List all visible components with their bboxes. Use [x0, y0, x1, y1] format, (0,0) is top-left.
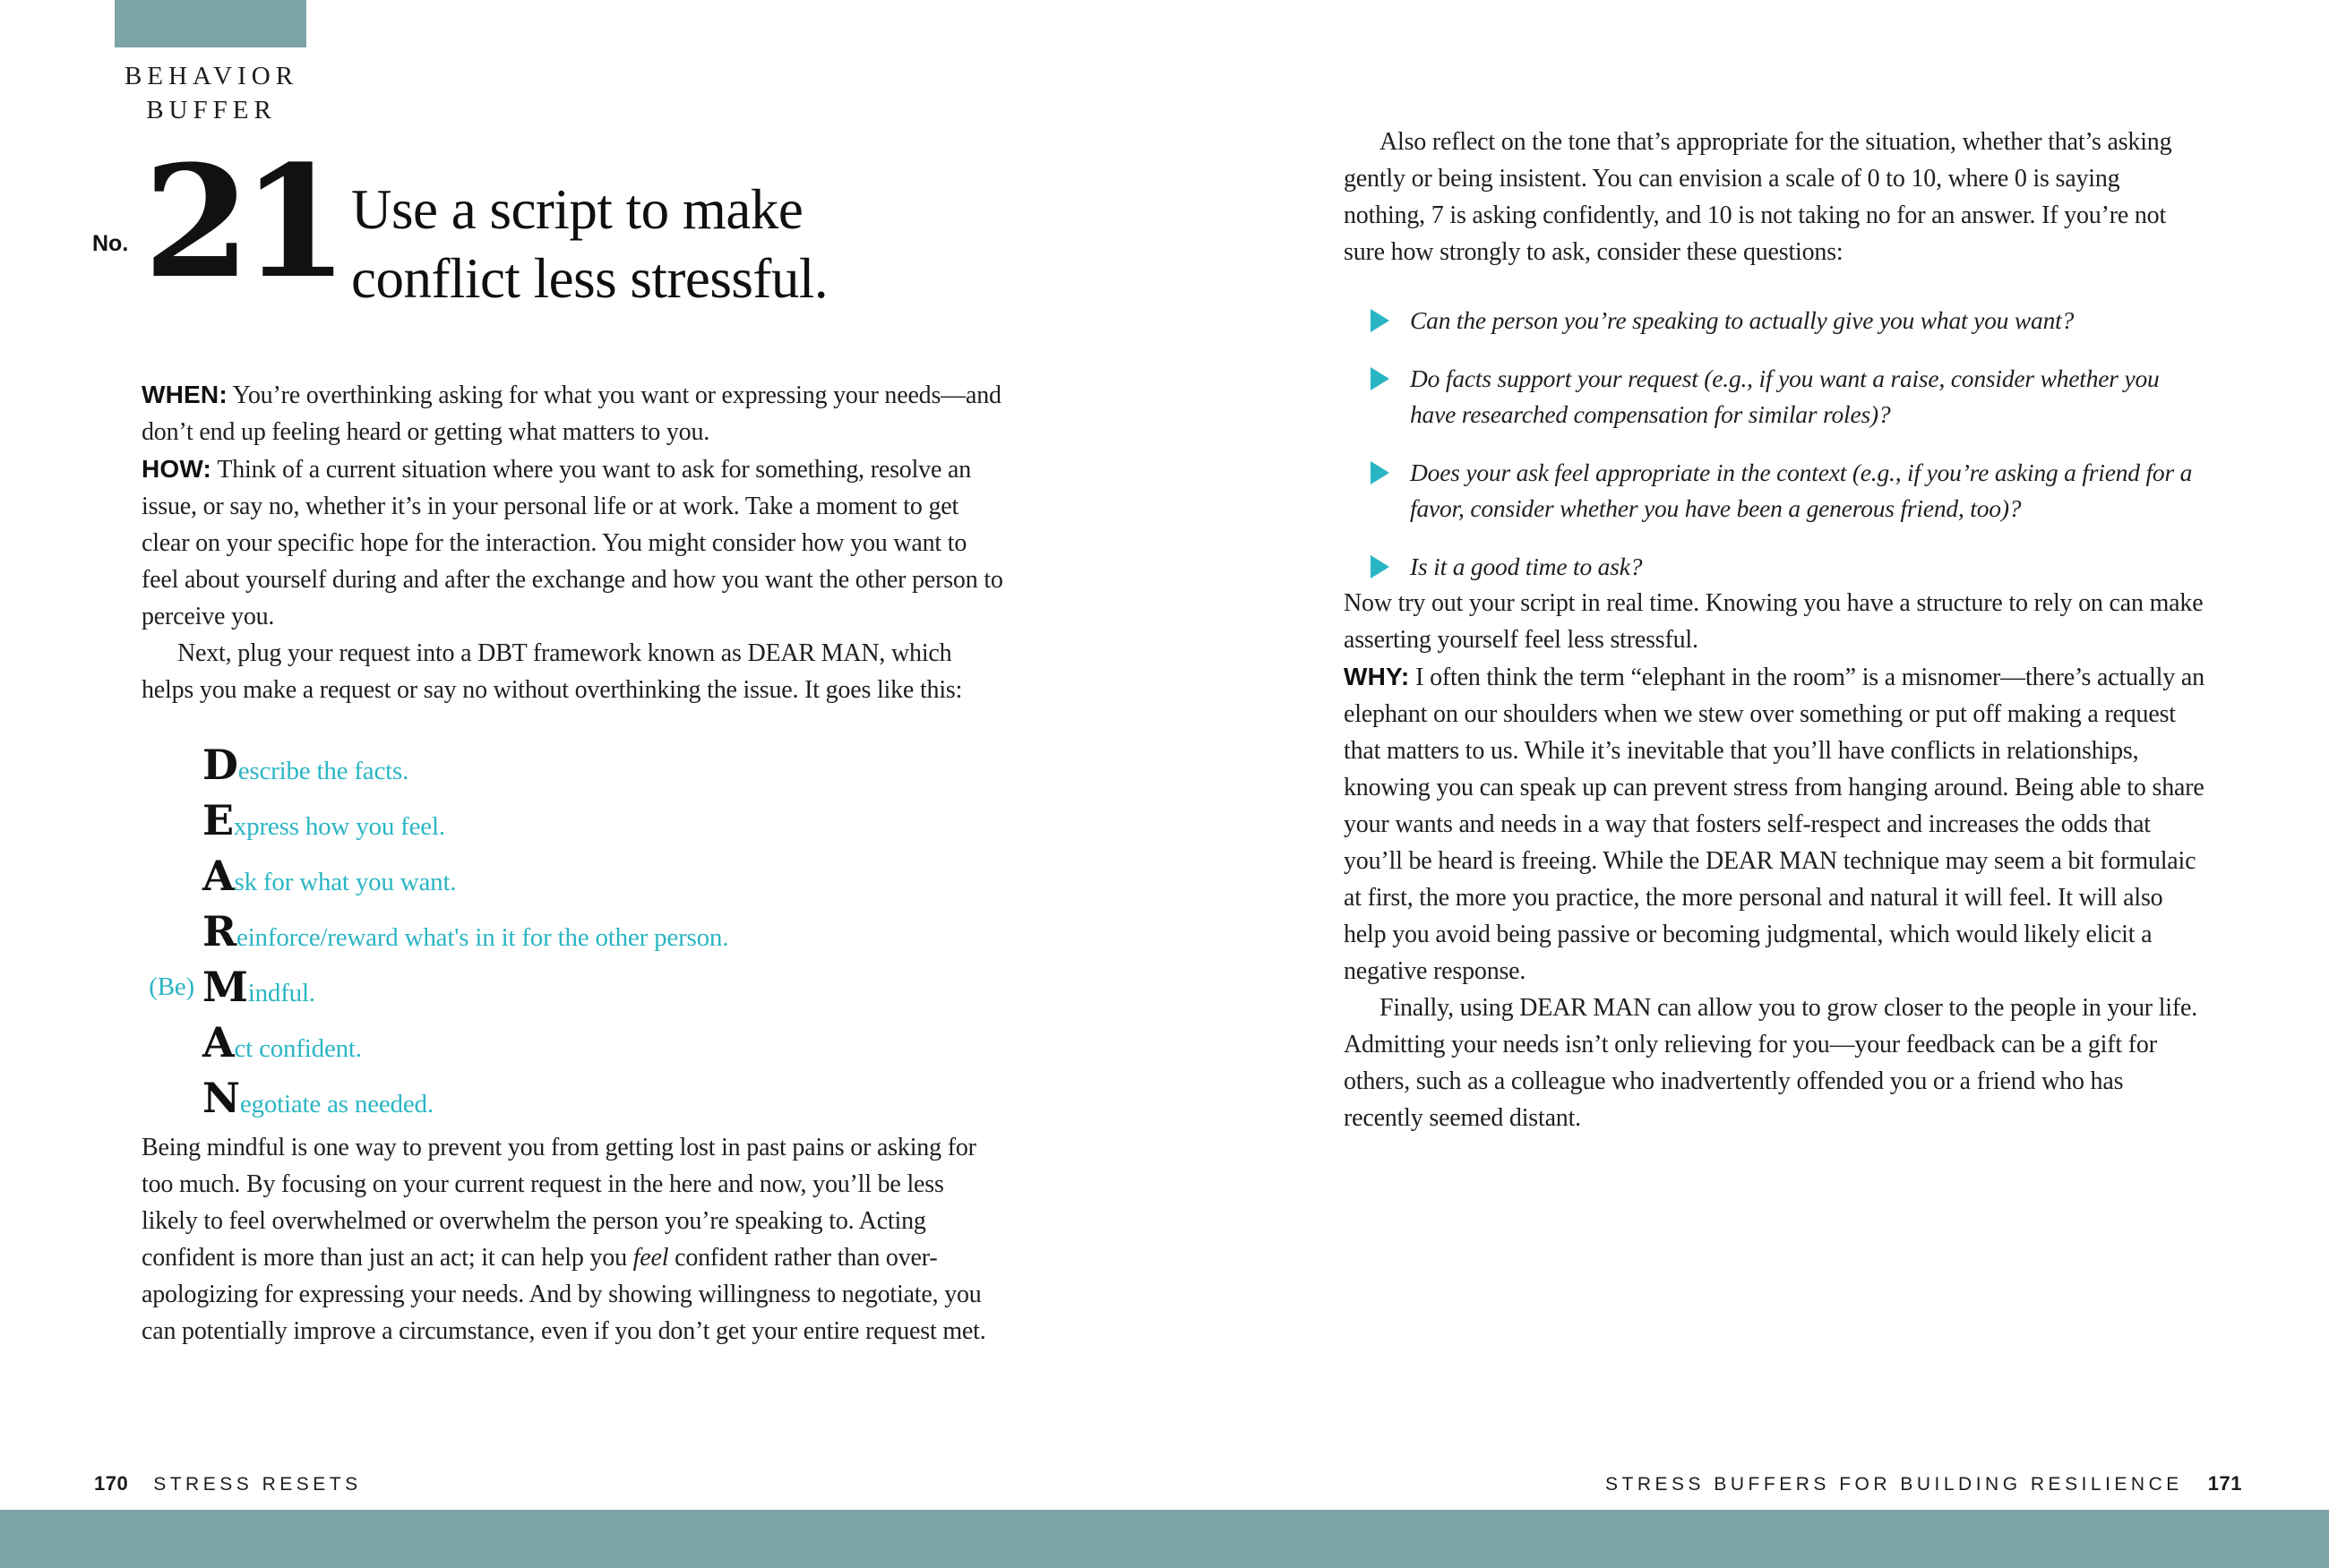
- finally-paragraph: Finally, using DEAR MAN can allow you to grow closer to the people in your life. Admitting your needs isn’t only relieving for you—your feedback can be a gift for others, such as a colleague who inadvertently offended you or a friend who has recently seemed distant.: [1344, 994, 2198, 1132]
- also-paragraph: Also reflect on the tone that’s appropriate for the situation, whether that’s asking gently or being insistent. You can envision a scale of 0 to 10, where 0 is saying nothing, 7 is asking confidently, and 10 is not taking no for an answer. If you’re not sure how strongly to ask, consider these questions:: [1344, 128, 2172, 266]
- mindful-paragraph: [142, 1129, 1003, 1350]
- right-running-title: STRESS BUFFERS FOR BUILDING RESILIENCE: [1605, 1474, 2183, 1495]
- dearman-row-reinforce: [202, 907, 1003, 963]
- when-paragraph: [142, 376, 1003, 450]
- left-page-number: 170: [94, 1472, 129, 1495]
- bullet-item: [1344, 361, 2205, 433]
- dearman-text: einforce/reward what's in it for the other person.: [236, 923, 729, 952]
- triangle-bullet-icon: [1371, 367, 1389, 390]
- why-paragraph: [1344, 658, 2205, 990]
- entry-title: [351, 176, 828, 313]
- mindful-text-pre: Being mindful is one way to prevent you from getting lost in past pains or asking for too much. By focusing on your current request in the here and now, you’ll be less likely to feel overwhelmed or overwhelm the person you’re speaking to. Acting confident is more than just an act; it can help you: [142, 1134, 976, 1272]
- dearman-text: ct confident.: [234, 1034, 362, 1063]
- entry-title-line1: Use a script to make: [351, 178, 804, 241]
- bottom-teal-band: [0, 1510, 2329, 1568]
- why-text: I often think the term “elephant in the room” is a misnomer—there’s actually an elephant on our shoulders when we stew over something or put off making a request that matters to us. While it’s inevitable that you’ll have conflicts in relationships, knowing you can speak up can prevent stress from hanging around. Being able to share your wants and needs in a way that fosters self-respect and increases the odds that you’ll be heard is freeing. While the DEAR MAN technique may seem a bit formulaic at first, the more you practice, the more personal and natural it will feel. It will also help you avoid being passive or becoming judgmental, which would likely elicit a negative response.: [1344, 664, 2204, 985]
- questions-bullet-list: [1344, 303, 2205, 585]
- dearman-text: escribe the facts.: [237, 757, 409, 785]
- left-page-footer: [94, 1472, 362, 1495]
- dearman-letter: E: [202, 796, 234, 844]
- dearman-row-express: [202, 796, 1003, 852]
- triangle-bullet-icon: [1371, 309, 1389, 332]
- right-page-body: [1344, 124, 2205, 1136]
- right-page-footer: [1605, 1472, 2242, 1495]
- bullet-item: [1344, 549, 2205, 585]
- triangle-bullet-icon: [1371, 461, 1389, 484]
- bullet-item: [1344, 455, 2205, 527]
- dearman-row-ask: [202, 852, 1003, 907]
- dearman-letter: A: [202, 1018, 235, 1067]
- dearman-row-describe: [202, 741, 1003, 796]
- right-page-number: 171: [2207, 1472, 2242, 1495]
- how-paragraph: [142, 450, 1003, 635]
- bullet-text: Do facts support your request (e.g., if you want a raise, consider whether you have researched compensation for similar roles)?: [1410, 364, 2160, 428]
- entry-title-line2: conflict less stressful.: [351, 247, 829, 310]
- chapter-label-line1: BEHAVIOR: [124, 62, 299, 90]
- next-paragraph: Next, plug your request into a DBT framework known as DEAR MAN, which helps you make a request or say no without overthinking the issue. It goes like this:: [142, 639, 963, 704]
- dearman-text: sk for what you want.: [234, 868, 457, 896]
- dearman-letter: R: [202, 907, 237, 955]
- chapter-label: [79, 59, 344, 127]
- dearman-prefix-be: (Be): [149, 973, 194, 1001]
- when-text: You’re overthinking asking for what you want or expressing your needs—and don’t end up feeling heard or getting what matters to you.: [142, 381, 1001, 446]
- chapter-label-line2: BUFFER: [146, 96, 277, 124]
- bullet-text: Can the person you’re speaking to actually give you what you want?: [1410, 306, 2075, 334]
- how-label: HOW:: [142, 455, 212, 483]
- dearman-text: indful.: [247, 979, 315, 1007]
- bullet-item: [1344, 303, 2205, 338]
- chapter-tab-block: [115, 0, 306, 47]
- dearman-text: xpress how you feel.: [233, 812, 445, 841]
- mindful-text-post: confident rather than over-apologizing for expressing your needs. And by showing willingness to negotiate, you can potentially improve a circumstance, even if you don’t get your entire request met.: [142, 1244, 986, 1345]
- dearman-row-negotiate: [202, 1074, 1003, 1129]
- bullet-text: Is it a good time to ask?: [1410, 553, 1643, 580]
- dearman-letter: A: [202, 852, 235, 900]
- entry-number-label: No.: [92, 231, 129, 256]
- dearman-letter: D: [202, 741, 238, 789]
- dearman-row-act: [202, 1018, 1003, 1074]
- dearman-letter: M: [202, 963, 248, 1011]
- when-label: WHEN:: [142, 381, 228, 408]
- how-text: Think of a current situation where you want to ask for something, resolve an issue, or say no, whether it’s in your personal life or at work. Take a moment to get clear on your specific hope for the interaction. You might consider how you want to feel about yourself during and after the exchange and how you want the other person to perceive you.: [142, 456, 1003, 630]
- dearman-text: egotiate as needed.: [239, 1090, 434, 1118]
- why-label: WHY:: [1344, 663, 1410, 690]
- entry-number: 21: [143, 131, 340, 313]
- left-running-title: STRESS RESETS: [153, 1474, 362, 1495]
- left-page-body: [142, 376, 1003, 1350]
- dearman-letter: N: [202, 1074, 240, 1122]
- now-paragraph: Now try out your script in real time. Knowing you have a structure to rely on can make asserting yourself feel less stressful.: [1344, 589, 2204, 654]
- bullet-text: Does your ask feel appropriate in the context (e.g., if you’re asking a friend for a favor, consider whether you have been a generous friend, too)?: [1410, 458, 2193, 522]
- mindful-text-italic: feel: [632, 1244, 669, 1272]
- dearman-list: [149, 741, 1003, 1129]
- triangle-bullet-icon: [1371, 555, 1389, 578]
- dearman-row-mindful: [149, 963, 1003, 1018]
